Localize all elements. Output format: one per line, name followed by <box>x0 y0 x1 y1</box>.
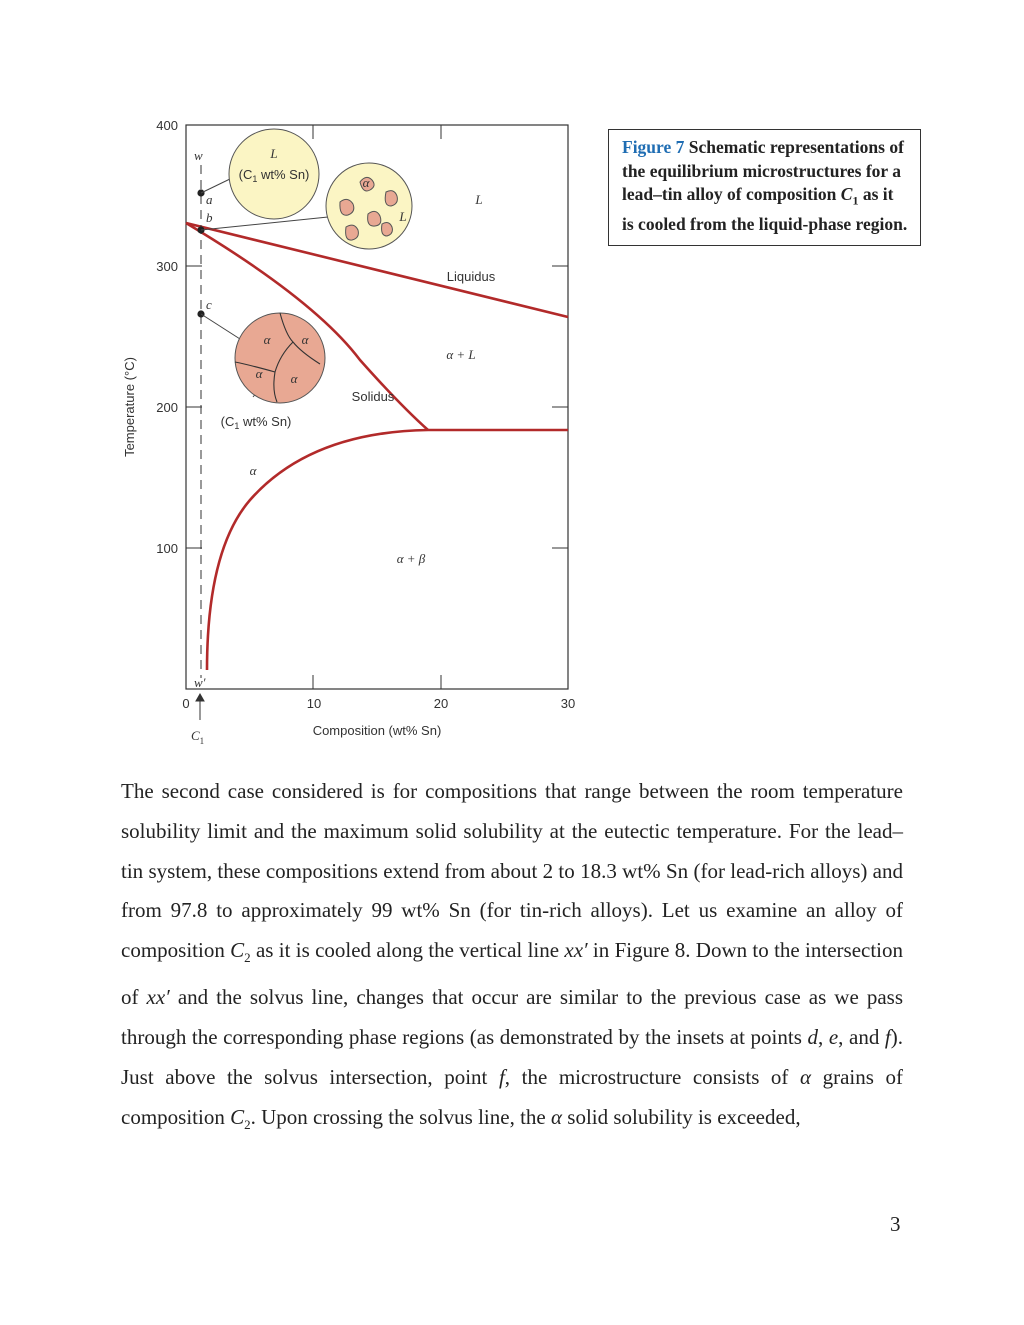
region-alpha-beta: α + β <box>396 551 426 566</box>
solid-inset-composition: ($C_1$ wt% Sn) <box>220 414 292 431</box>
x-axis-title: Composition (wt% Sn) <box>312 723 442 738</box>
solidus-label: Solidus <box>351 389 395 404</box>
x-tick-label: 30 <box>560 696 576 711</box>
region-alpha: α <box>249 463 257 478</box>
figure-caption <box>608 129 921 246</box>
y-tick-marks <box>186 266 568 548</box>
phase-diagram-figure <box>110 110 590 760</box>
caption-text: Schematic representations of the equilibrium microstructures for a lead–tin alloy of composition <box>622 137 904 204</box>
point-w-prime: w′ <box>194 675 206 690</box>
body-paragraph <box>121 772 903 1145</box>
region-alpha-liquid: α + L <box>446 347 476 362</box>
grain-alpha: α <box>255 366 263 381</box>
liquid-inset-composition: ($C_1$ wt% Sn) <box>238 167 310 184</box>
mixed-inset-alpha: α <box>362 175 370 190</box>
grain-alpha: α <box>263 332 271 347</box>
paragraph: The second case considered is for compositions that range between the room temperature solubility limit and the maximum solid solubility at the eutectic temperature. For the lead–tin system, these compositions extend from about 2 to 18.3 wt% Sn (for lead-rich alloys) and from 97.8 to approximately 99 wt% Sn (for tin-rich alloys). Let us examine an alloy of composition $C_2$ as it is cooled along the vertical line xx′ in Figure 8. Down to the intersection of xx′ and the solvus line, changes that occur are similar to the previous case as we pass through the corresponding phase regions (as demonstrated by the insets at points d, e, and f). Just above the solvus intersection, point f, the microstructure consists of α grains of composition $C_2$. Upon crossing the solvus line, the α solid solubility is exceeded, <box>121 779 904 1132</box>
caption-c-symbol: C <box>840 184 853 204</box>
y-tick-label: 300 <box>156 259 178 274</box>
y-tick-label: 200 <box>156 400 178 415</box>
grain-alpha: α <box>301 332 309 347</box>
x-tick-label: 20 <box>433 696 449 711</box>
y-tick-label: 100 <box>156 541 178 556</box>
page-number: 3 <box>890 1212 901 1236</box>
caption-figure-label: Figure 7 <box>622 137 685 157</box>
point-a-label: a <box>206 192 213 207</box>
x-tick-label: 10 <box>306 696 322 711</box>
c1-label: $C_1$ <box>191 728 205 746</box>
region-liquid: L <box>475 192 483 207</box>
c1-arrow-icon <box>196 694 204 720</box>
phase-boundaries <box>186 223 568 670</box>
point-c-label: c <box>206 297 212 312</box>
liquid-inset-phase: L <box>270 146 278 161</box>
point-w: w <box>194 148 203 163</box>
x-tick-label: 0 <box>182 696 190 711</box>
point-b-label: b <box>206 210 213 225</box>
liquidus-label: Liquidus <box>446 269 496 284</box>
solvus-line <box>207 430 428 670</box>
caption-text: as it is cooled from the liquid-phase region. <box>622 184 908 234</box>
caption-c-sub: 1 <box>852 193 859 208</box>
mixed-inset-liquid: L <box>399 209 407 224</box>
grain-alpha: α <box>290 371 298 386</box>
y-axis-title: Temperature (°C) <box>122 357 137 457</box>
y-tick-label: 400 <box>156 118 178 133</box>
